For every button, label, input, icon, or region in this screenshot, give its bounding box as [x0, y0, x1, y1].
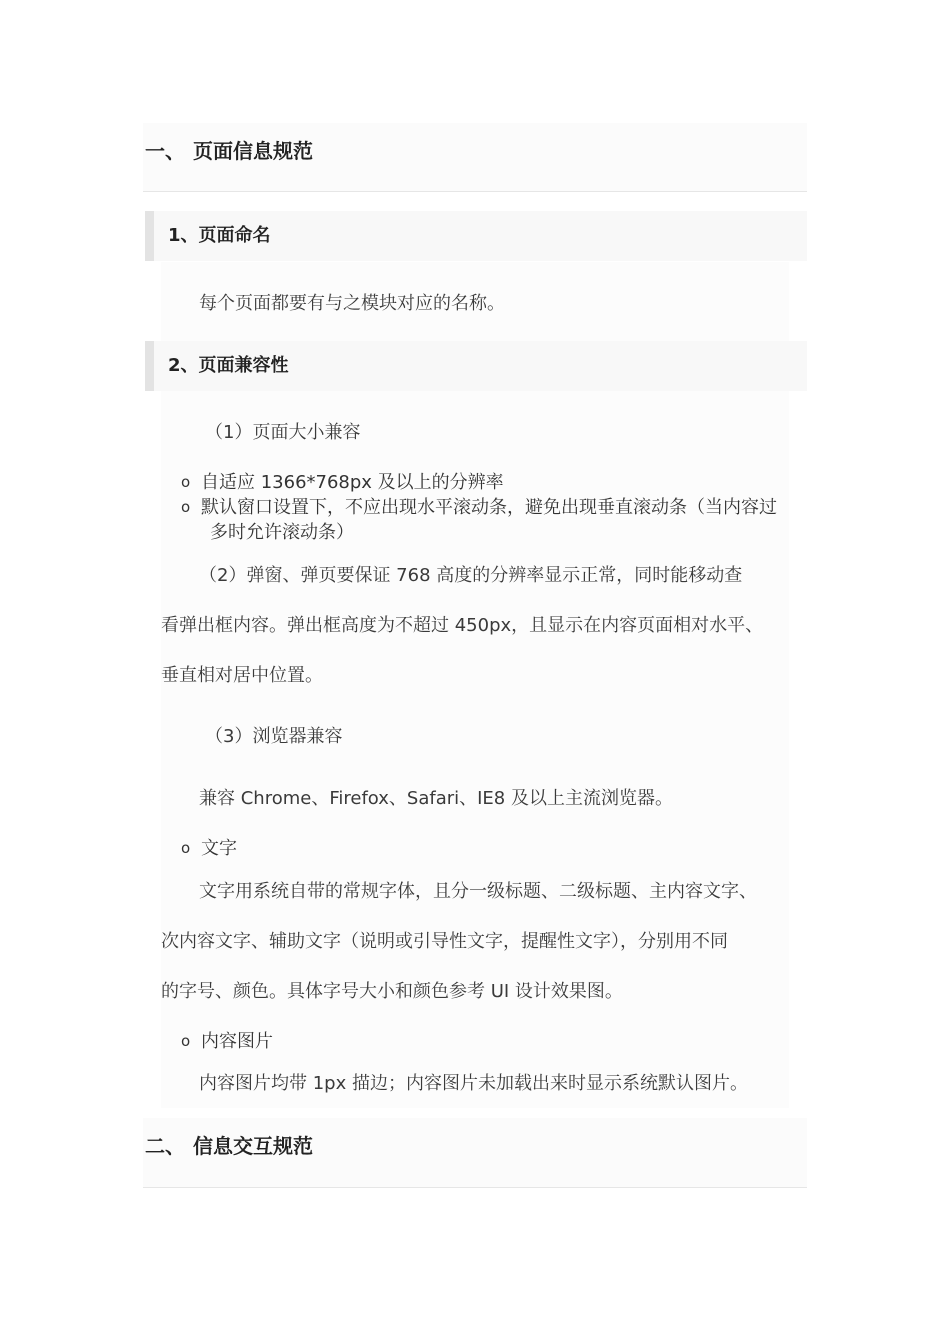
section-title: 页面信息规范 [193, 139, 313, 163]
bullet-mark: o [181, 1032, 191, 1050]
browser-compat-heading: （3）浏览器兼容 [205, 726, 343, 747]
text-paragraph-line: 文字用系统自带的常规字体，且分一级标题、二级标题、主内容文字、 [199, 881, 757, 902]
list-item-text: 默认窗口设置下，不应出现水平滚动条，避免出现垂直滚动条（当内容过 [201, 497, 777, 518]
list-item-text: 内容图片 [201, 1031, 273, 1052]
list-item [181, 495, 791, 545]
bullet-mark: o [181, 839, 191, 857]
section-number: 二、 [145, 1134, 185, 1158]
bullet-mark: o [181, 473, 191, 491]
list-item [181, 1029, 791, 1054]
popup-paragraph-line: 垂直相对居中位置。 [161, 665, 323, 686]
section-number: 一、 [145, 139, 185, 163]
browser-compat-paragraph: 兼容 Chrome、Firefox、Safari、IE8 及以上主流浏览器。 [199, 788, 673, 809]
list-item-text: 文字 [201, 838, 237, 859]
image-paragraph: 内容图片均带 1px 描边；内容图片未加载出来时显示系统默认图片。 [199, 1073, 748, 1094]
bullet-mark: o [181, 498, 191, 516]
text-paragraph-line: 的字号、颜色。具体字号大小和颜色参考 UI 设计效果图。 [161, 981, 623, 1002]
size-compat-heading: （1）页面大小兼容 [205, 422, 361, 443]
subheading-page-naming: 1、页面命名 [145, 211, 807, 261]
list-item [181, 470, 791, 495]
naming-paragraph: 每个页面都要有与之模块对应的名称。 [199, 293, 505, 314]
section-title: 信息交互规范 [193, 1134, 313, 1158]
popup-paragraph-line: （2）弹窗、弹页要保证 768 高度的分辨率显示正常，同时能移动查 [199, 565, 743, 586]
subheading-page-compatibility: 2、页面兼容性 [145, 341, 807, 391]
section-heading-1 [143, 123, 807, 192]
section-heading-2 [143, 1118, 807, 1188]
list-item-text-continued: 多时允许滚动条） [210, 522, 354, 543]
popup-paragraph-line: 看弹出框内容。弹出框高度为不超过 450px，且显示在内容页面相对水平、 [161, 615, 764, 636]
list-item [181, 836, 791, 861]
list-item-text: 自适应 1366*768px 及以上的分辨率 [201, 472, 504, 493]
text-paragraph-line: 次内容文字、辅助文字（说明或引导性文字，提醒性文字），分别用不同 [161, 931, 728, 952]
